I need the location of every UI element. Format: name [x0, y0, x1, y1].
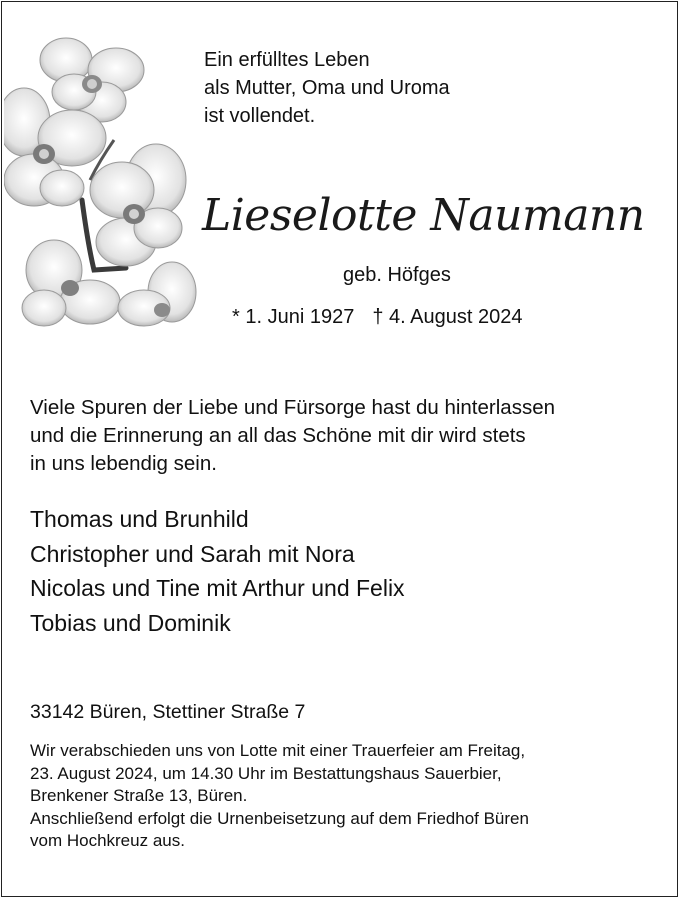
verse-line: in uns lebendig sein.: [30, 452, 217, 475]
service-info: [30, 740, 529, 853]
birth-name: geb. Höfges: [343, 264, 451, 286]
intro-text: [204, 46, 450, 130]
birth-date: * 1. Juni 1927: [232, 306, 355, 328]
intro-line: ist vollendet.: [204, 105, 316, 127]
family-list: [30, 502, 405, 640]
deceased-name: Lieselotte Naumann: [202, 190, 645, 241]
verse-line: Viele Spuren der Liebe und Fürsorge hast du hinterlassen: [30, 396, 555, 419]
service-line: 23. August 2024, um 14.30 Uhr im Bestattungshaus Sauerbier,: [30, 763, 502, 783]
intro-line: als Mutter, Oma und Uroma: [204, 77, 450, 99]
verse-line: und die Erinnerung an all das Schöne mit dir wird stets: [30, 424, 526, 447]
service-line: Anschließend erfolgt die Urnenbeisetzung auf dem Friedhof Büren: [30, 808, 529, 828]
memorial-verse: [30, 394, 555, 478]
family-member: Tobias und Dominik: [30, 609, 231, 636]
service-line: Wir verabschieden uns von Lotte mit einer Trauerfeier am Freitag,: [30, 741, 526, 760]
intro-line: Ein erfülltes Leben: [204, 49, 370, 71]
family-member: Thomas und Brunhild: [30, 506, 249, 532]
family-member: Nicolas und Tine mit Arthur und Felix: [30, 575, 405, 601]
death-date: † 4. August 2024: [372, 306, 523, 328]
life-dates: [232, 303, 522, 331]
family-address: 33142 Büren, Stettiner Straße 7: [30, 701, 306, 723]
family-member: Christopher und Sarah mit Nora: [30, 540, 355, 567]
orchid-icon: [4, 30, 200, 330]
service-line: Brenkener Straße 13, Büren.: [30, 786, 248, 805]
service-line: vom Hochkreuz aus.: [30, 831, 185, 850]
